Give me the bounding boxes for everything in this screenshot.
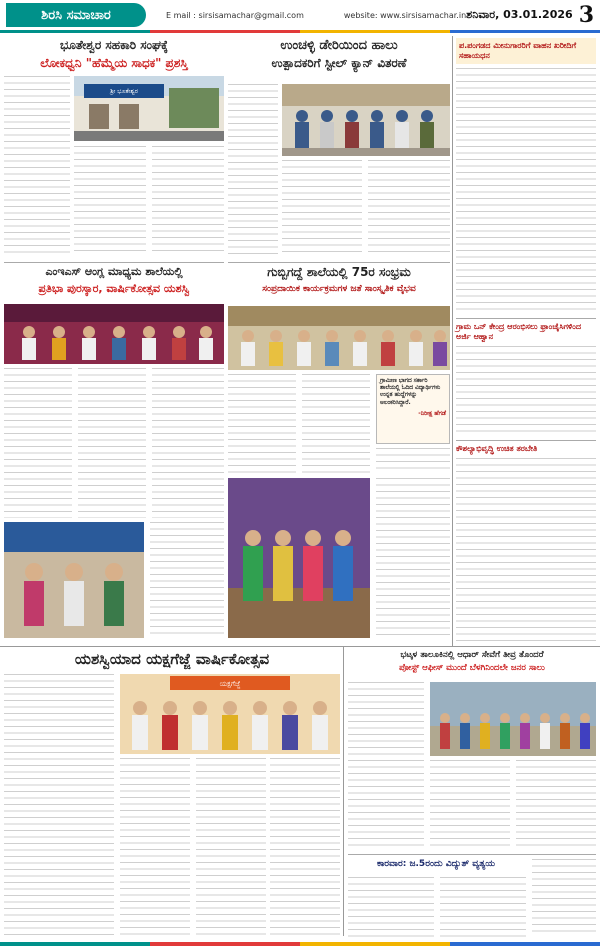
article-unchalli-dairy <box>228 38 450 258</box>
sidebar-title-2: ಗ್ರಾಮ ಒನ್ ಕೇಂದ್ರ ಆರಂಭಿಸಲು ಫ್ರಾಂಚೈಸಿಗಳಿಂದ ಅರ್ಜಿ ಆಹ್ವಾನ <box>456 318 596 342</box>
sidebar <box>456 38 596 644</box>
article-body <box>348 877 434 937</box>
headline-line-1: ಭಟ್ಕಳ ತಾಲೂಕಿನಲ್ಲಿ ಆಧಾರ್ ಸೇವೆಗೆ ತೀವ್ರ ತೊಂದರೆ <box>400 650 544 660</box>
article-body <box>152 146 224 256</box>
article-body <box>4 674 114 938</box>
headline-line-1: ಎಂಇಎಸ್ ಆಂಗ್ಲ ಮಾಧ್ಯಮ ಶಾಲೆಯಲ್ಲಿ <box>45 265 183 278</box>
article-body <box>120 758 190 938</box>
footer-stripe <box>0 942 600 946</box>
quote-box <box>376 374 450 444</box>
banner-text: ಯಕ್ಷಗೆಜ್ಜೆ <box>219 680 241 688</box>
article-body <box>376 478 450 638</box>
column-divider <box>343 646 344 936</box>
headline-line-1: ಗುಬ್ಬಿಗದ್ದೆ ಶಾಲೆಯಲ್ಲಿ 75ರ ಸಂಭ್ರಮ <box>267 265 411 279</box>
article-body <box>78 368 146 518</box>
article-body <box>196 758 266 938</box>
page-number: 3 <box>578 2 594 28</box>
quote-text: ಗ್ರಾಮೀಣ ಭಾಗದ ಸರ್ಕಾರಿ ಶಾಲೆಯಲ್ಲಿ ಓದಿದ ವಿದ್ಯಾರ್ಥಿಗಳು ಉನ್ನತ ಹುದ್ದೆಗಳನ್ನು ಅಲಂಕರಿಸಿದ್ದಾರೆ. <box>380 378 441 406</box>
article-body <box>376 448 450 474</box>
quote-author: -ನಿರೀಕ್ಷ ಹೆಗಡೆ <box>418 409 446 417</box>
masthead-email[interactable]: E mail : sirsisamachar@gmail.com <box>166 10 304 20</box>
paper-logo: ಶಿರಸಿ ಸಮಾಚಾರ <box>6 3 146 27</box>
headline-line-1: ಭೂತೇಶ್ವರ ಸಹಕಾರಿ ಸಂಘಕ್ಕೆ <box>60 38 168 52</box>
photo-dairy-group <box>282 84 450 156</box>
photo-mes-stage <box>4 304 224 364</box>
sidebar-body <box>456 458 596 642</box>
article-body <box>74 146 146 256</box>
sidebar-title-1: ಪ.ಪಂಗಡದ ಮೀನುಗಾರರಿಗೆ ವಾಹನ ಖರೀದಿಗೆ ಸಹಾಯಧನ <box>459 41 577 60</box>
masthead-website[interactable]: website: www.sirsisamachar.in <box>343 10 467 20</box>
article-body <box>302 374 370 474</box>
photo-aadhaar-queue <box>430 682 596 756</box>
photo-bhuteshwara-building <box>74 76 224 141</box>
photo-gubbigadde-guests <box>228 306 450 370</box>
article-body <box>348 682 424 846</box>
column-divider <box>0 646 600 647</box>
masthead <box>0 0 600 30</box>
article-body <box>228 374 296 474</box>
headline-line-2: ಪ್ರತಿಭಾ ಪುರಸ್ಕಾರ, ವಾರ್ಷಿಕೋತ್ಸವ ಯಶಸ್ವಿ <box>38 282 190 295</box>
article-body <box>150 522 224 638</box>
headline: ಕಾರವಾರ: ಜ.5ರಂದು ವಿದ್ಯುತ್ ವ್ಯತ್ಯಯ <box>377 859 495 869</box>
sidebar-body <box>456 68 596 314</box>
headline: ಯಶಸ್ವಿಯಾದ ಯಕ್ಷಗೆಜ್ಜೆ ವಾರ್ಷಿಕೋತ್ಸವ <box>74 650 270 668</box>
column-divider <box>452 36 453 646</box>
article-body <box>270 758 340 938</box>
article-body <box>440 877 526 937</box>
photo-mes-award <box>4 522 144 638</box>
headline-line-2: ಲೋಕಧ್ವನಿ "ಹೆಮ್ಮೆಯ ಸಾಧಕ" ಪ್ರಶಸ್ತಿ <box>40 56 188 70</box>
article-body <box>532 859 596 937</box>
sidebar-body <box>456 346 596 436</box>
masthead-stripe <box>0 30 600 33</box>
article-body <box>430 760 510 846</box>
article-body <box>282 160 362 254</box>
sidebar-title-3: ಕೌಶಲ್ಯಾಭಿವೃದ್ಧಿ ಉಚಿತ ತರಬೇತಿ <box>456 440 596 454</box>
article-body <box>368 160 450 254</box>
article-body <box>4 368 72 518</box>
article-gubbigadde-school <box>228 262 450 642</box>
photo-yakshagejje-stage <box>120 674 340 754</box>
article-mes-school <box>4 262 224 642</box>
article-body <box>516 760 596 846</box>
headline-line-1: ಉಂಚಳ್ಳಿ ಡೇರಿಯಿಂದ ಹಾಲು <box>280 38 398 53</box>
article-bhatkal-aadhaar <box>348 650 596 850</box>
article-yakshagejje <box>4 650 340 942</box>
banner-text: ಶ್ರೀ ಭೂತೇಶ್ವರ <box>110 88 138 95</box>
photo-gubbigadde-dance <box>228 478 370 638</box>
article-bhuteshwara <box>4 38 224 258</box>
article-body <box>152 368 224 518</box>
headline-line-2: ಸಂಪ್ರದಾಯಿಕ ಕಾರ್ಯಕ್ರಮಗಳ ಜತೆ ಸಾಂಸ್ಕೃತಿಕ ವೈಭವ <box>262 284 416 294</box>
article-body <box>4 76 70 256</box>
article-karwar-power <box>348 854 596 940</box>
article-body <box>228 84 278 254</box>
headline-line-2: ಪೋಸ್ಟ್ ಆಫೀಸ್ ಮುಂದೆ ಬೆಳಗಿನಿಂದಲೇ ಜನರ ಸಾಲು <box>399 663 545 673</box>
issue-date: ಶನಿವಾರ, 03.01.2026 <box>466 8 573 21</box>
headline-line-2: ಉತ್ಪಾದಕರಿಗೆ ಸ್ಟೀಲ್ ಕ್ಯಾನ್ ವಿತರಣೆ <box>271 56 407 70</box>
